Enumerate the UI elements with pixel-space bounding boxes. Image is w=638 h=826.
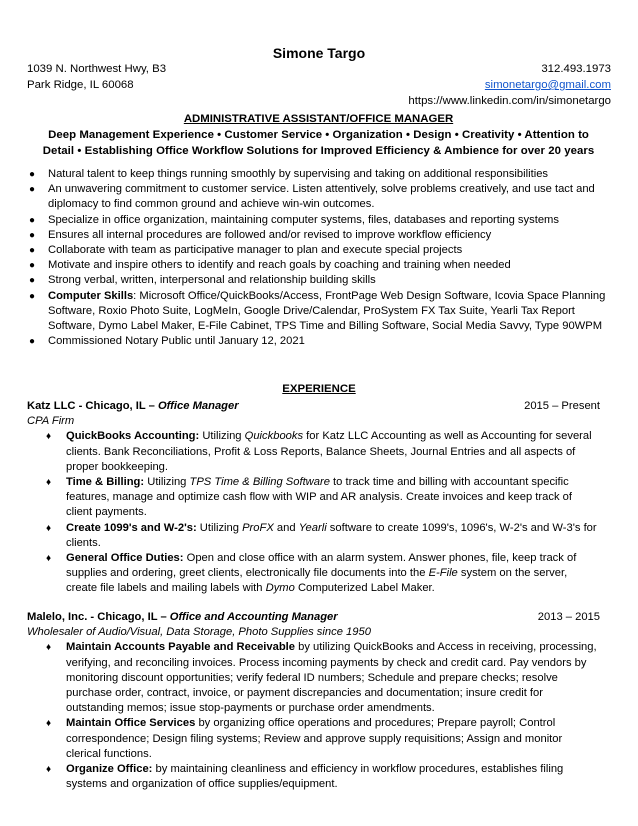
bullet-icon: ●	[29, 184, 36, 196]
duty-item: ♦ Create 1099's and W-2's: Utilizing ProFX and Yearli software to create 1099's, 1096's, W-2's and W-3's for clients.	[46, 521, 597, 549]
duties-list	[27, 429, 600, 596]
summary-list	[27, 167, 612, 349]
bullet-icon: ●	[29, 275, 36, 287]
email-link[interactable]: simonetargo@gmail.com	[484, 79, 611, 91]
diamond-bullet-icon: ♦	[46, 431, 52, 443]
computer-skills-label: Computer Skills	[48, 289, 134, 302]
diamond-bullet-icon: ♦	[46, 764, 52, 776]
diamond-bullet-icon: ♦	[46, 718, 52, 730]
headline-tagline-1: Deep Management Experience • Customer Service • Organization • Design • Creativity • Attention to	[48, 129, 589, 141]
computer-skills-text: : Microsoft Office/QuickBooks/Access, FrontPage Web Design Software, Icovia Space Planning Software, Roxio Photo Suite, LogMeIn, Google Drive/Calendar, ProSystem FX Tax Suite, Yearli Tax Report Software, Dymo Label Maker, E-File Cabinet, TPS Time and Billing Software, Social Media Savvy, Type 90WPM	[48, 289, 606, 333]
address-block	[27, 61, 166, 93]
job-header	[27, 610, 600, 625]
diamond-bullet-icon: ♦	[46, 522, 52, 534]
headline	[27, 111, 610, 159]
address-line-2: Park Ridge, IL 60068	[27, 79, 134, 91]
duty-item: ♦ Organize Office: by maintaining cleanliness and efficiency in workflow procedures, establishes filing systems and organization of office supplies/equipment.	[46, 763, 564, 791]
notary-item: ● Commissioned Notary Public until January 12, 2021	[27, 334, 612, 349]
bullet-icon: ●	[29, 336, 36, 348]
bullet-icon: ●	[29, 214, 36, 226]
job-subtitle: CPA Firm	[27, 415, 75, 428]
linkedin-url[interactable]: https://www.linkedin.com/in/simonetargo	[408, 95, 611, 107]
job-role: Office Manager	[157, 400, 239, 412]
experience-heading: EXPERIENCE	[282, 383, 356, 395]
job-company: Katz LLC - Chicago, IL –	[27, 400, 158, 412]
job-entry-malelo	[27, 610, 600, 792]
diamond-bullet-icon: ♦	[46, 553, 52, 565]
job-company: Malelo, Inc. - Chicago, IL –	[27, 611, 170, 623]
duty-item: ♦ Time & Billing: Utilizing TPS Time & Billing Software to track time and billing with accountant specific features, manage and optimize cash flow with WIP and AR analysis. Create invoices and keep track of client payments.	[46, 476, 572, 519]
job-entry-katz	[27, 399, 600, 597]
duties-list	[27, 640, 600, 792]
bullet-icon: ●	[29, 290, 36, 302]
summary-item: ● An unwavering commitment to customer service. Listen attentively, solve problems creatively, and use tact and diplomacy to find common ground and achieve win-win outcomes.	[29, 183, 595, 211]
address-line-1: 1039 N. Northwest Hwy, B3	[27, 63, 167, 75]
summary-item: ● Collaborate with team as participative manager to plan and execute special projects	[27, 243, 612, 258]
candidate-name: Simone Targo	[272, 45, 366, 61]
headline-tagline-2: Detail • Establishing Office Workflow Solutions for Improved Efficiency & Ambience for over 20 years	[42, 145, 595, 157]
bullet-icon: ●	[29, 245, 36, 257]
job-role: Office and Accounting Manager	[169, 611, 338, 623]
duty-item: ♦ QuickBooks Accounting: Utilizing Quickbooks for Katz LLC Accounting as well as Accounting for several clients. Bank Reconciliations, Profit & Loss Reports, Balance Sheets, Journal Entries and all aspects of proper bookkeeping.	[46, 430, 592, 473]
job-dates: 2015 – Present	[524, 400, 600, 412]
diamond-bullet-icon: ♦	[46, 477, 52, 489]
job-dates: 2013 – 2015	[537, 611, 600, 623]
computer-skills-item	[27, 289, 612, 335]
headline-title: ADMINISTRATIVE ASSISTANT/OFFICE MANAGER	[183, 113, 454, 125]
job-subtitle: Wholesaler of Audio/Visual, Data Storage, Photo Supplies since 1950	[27, 626, 371, 639]
duty-item: ♦ General Office Duties: Open and close office with an alarm system. Answer phones, file, keep track of supplies and ordering, greet clients, electronically file documents into the E-File system on the server, create file labels and mailing labels with Dymo Computerized Label Maker.	[46, 552, 577, 595]
diamond-bullet-icon: ♦	[46, 642, 52, 654]
bullet-icon: ●	[29, 229, 36, 241]
job-header	[27, 399, 600, 414]
summary-item: ● Natural talent to keep things running smoothly by supervising and taking on additional responsibilities	[27, 167, 612, 182]
summary-item: ● Strong verbal, written, interpersonal and relationship building skills	[27, 273, 612, 288]
phone-number: 312.493.1973	[541, 63, 611, 75]
duty-item: ♦ Maintain Accounts Payable and Receivable by utilizing QuickBooks and Access in receiving, processing, verifying, and reconciling invoices. Process incoming payments by check and credit card. Pay vendors by monitoring discount opportunities; verify federal ID numbers; Schedule and prepare checks; resolve purchase order, contract, invoice, or payment discrepancies and documentation; insure credit for outstanding memos; issue stop-payments or purchase order amendments.	[46, 641, 597, 715]
summary-item: ● Ensures all internal procedures are followed and/or revised to improve workflow efficiency	[27, 228, 612, 243]
bullet-icon: ●	[29, 169, 36, 180]
bullet-icon: ●	[29, 260, 36, 272]
contact-block	[408, 61, 611, 109]
summary-item: ● Specialize in office organization, maintaining computer systems, files, databases and reporting systems	[27, 213, 612, 228]
summary-item: ● Motivate and inspire others to identify and reach goals by coaching and training when needed	[27, 258, 612, 273]
duty-item: ♦ Maintain Office Services by organizing office operations and procedures; Prepare payroll; Control correspondence; Design filing systems; Review and approve supply requisitions; Assign and monitor clerical functions.	[46, 717, 563, 760]
